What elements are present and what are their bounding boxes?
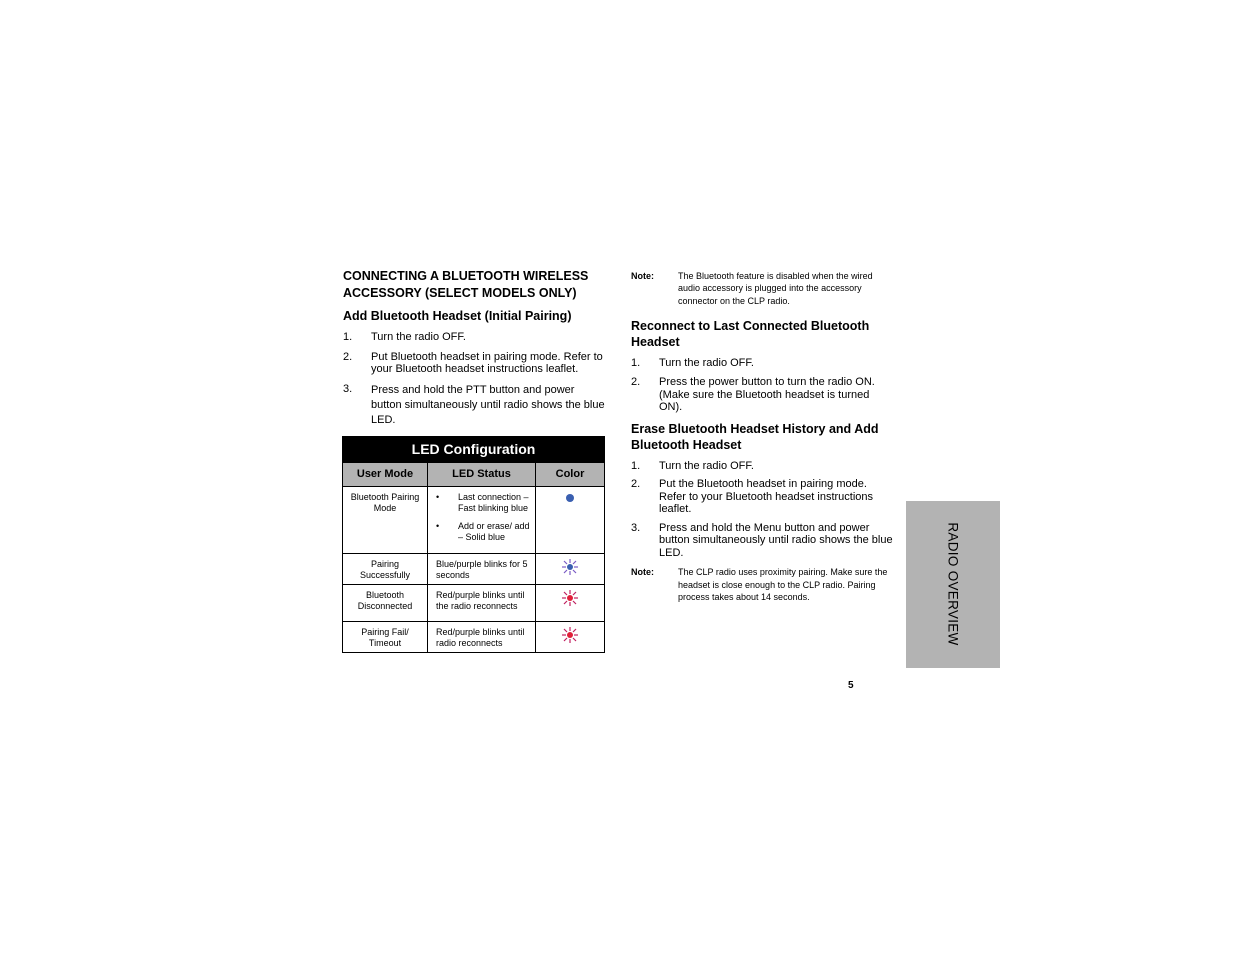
add-headset-title: Add Bluetooth Headset (Initial Pairing) [343, 309, 572, 323]
note-bluetooth-disabled: Note: The Bluetooth feature is disabled when the wired audio accessory is plugged into the accessory connector on the CLP radio. [631, 271, 873, 306]
section-side-tab [906, 501, 1000, 668]
reconnect-title: Reconnect to Last Connected Bluetooth Headset [631, 318, 870, 349]
table-caption: LED Configuration [343, 437, 605, 463]
list-item: 2. Press the power button to turn the radio ON. (Make sure the Bluetooth headset is turned ON). [631, 376, 875, 414]
list-item: 2. Put Bluetooth headset in pairing mode. Refer to your Bluetooth headset instructions leaflet. [343, 350, 603, 375]
cell-color [536, 585, 605, 622]
cell-led-status: Blue/purple blinks for 5 seconds [428, 554, 536, 585]
cell-user-mode: Pairing Successfully [343, 554, 428, 585]
side-tab-label: RADIO OVERVIEW [945, 522, 961, 646]
erase-steps [631, 460, 893, 560]
blinking-blue-purple-led-icon [561, 558, 579, 576]
column-header-led-status: LED Status [428, 463, 536, 487]
list-item: 2. Put the Bluetooth headset in pairing mode. Refer to your Bluetooth headset instructions leaflet. [631, 478, 874, 516]
list-item: 3. Press and hold the PTT button and power button simultaneously until radio shows the blue LED. [343, 382, 605, 426]
left-column [343, 268, 605, 428]
solid-blue-led-icon [563, 491, 577, 505]
status-bullet: • Last connection – Fast blinking blue [436, 492, 529, 513]
blinking-red-purple-led-icon [561, 589, 579, 607]
blinking-red-purple-led-icon [561, 626, 579, 644]
table-row [343, 585, 605, 622]
add-headset-steps [343, 331, 605, 428]
cell-user-mode: Pairing Fail/ Timeout [343, 622, 428, 653]
table-caption-row [343, 437, 605, 463]
cell-led-status [428, 487, 536, 554]
cell-color [536, 622, 605, 653]
table-row [343, 554, 605, 585]
table-row [343, 622, 605, 653]
page-number: 5 [848, 680, 854, 691]
reconnect-steps [631, 357, 893, 414]
status-bullet: • Add or erase/ add – Solid blue [436, 521, 530, 542]
list-item: 1. Turn the radio OFF. [631, 356, 754, 369]
led-configuration-table [342, 436, 605, 653]
cell-led-status: Red/purple blinks until the radio reconnects [428, 585, 536, 622]
column-header-user-mode: User Mode [343, 463, 428, 487]
note-proximity-pairing: Note: The CLP radio uses proximity pairing. Make sure the headset is close enough to the CLP radio. Pairing process takes about 14 seconds. [631, 567, 888, 602]
table-header-row [343, 463, 605, 487]
cell-led-status: Red/purple blinks until radio reconnects [428, 622, 536, 653]
cell-color [536, 554, 605, 585]
table-row [343, 487, 605, 554]
cell-user-mode: Bluetooth Disconnected [343, 585, 428, 622]
list-item: 3. Press and hold the Menu button and power button simultaneously until radio shows the blue LED. [631, 521, 893, 559]
right-column [631, 270, 893, 603]
cell-user-mode: Bluetooth Pairing Mode [343, 487, 428, 554]
list-item: 1. Turn the radio OFF. [631, 459, 754, 472]
column-header-color: Color [536, 463, 605, 487]
erase-title: Erase Bluetooth Headset History and Add Bluetooth Headset [631, 421, 879, 452]
section-title: CONNECTING A BLUETOOTH WIRELESS ACCESSORY (SELECT MODELS ONLY) [343, 269, 589, 300]
list-item: 1. Turn the radio OFF. [343, 331, 466, 343]
cell-color [536, 487, 605, 554]
